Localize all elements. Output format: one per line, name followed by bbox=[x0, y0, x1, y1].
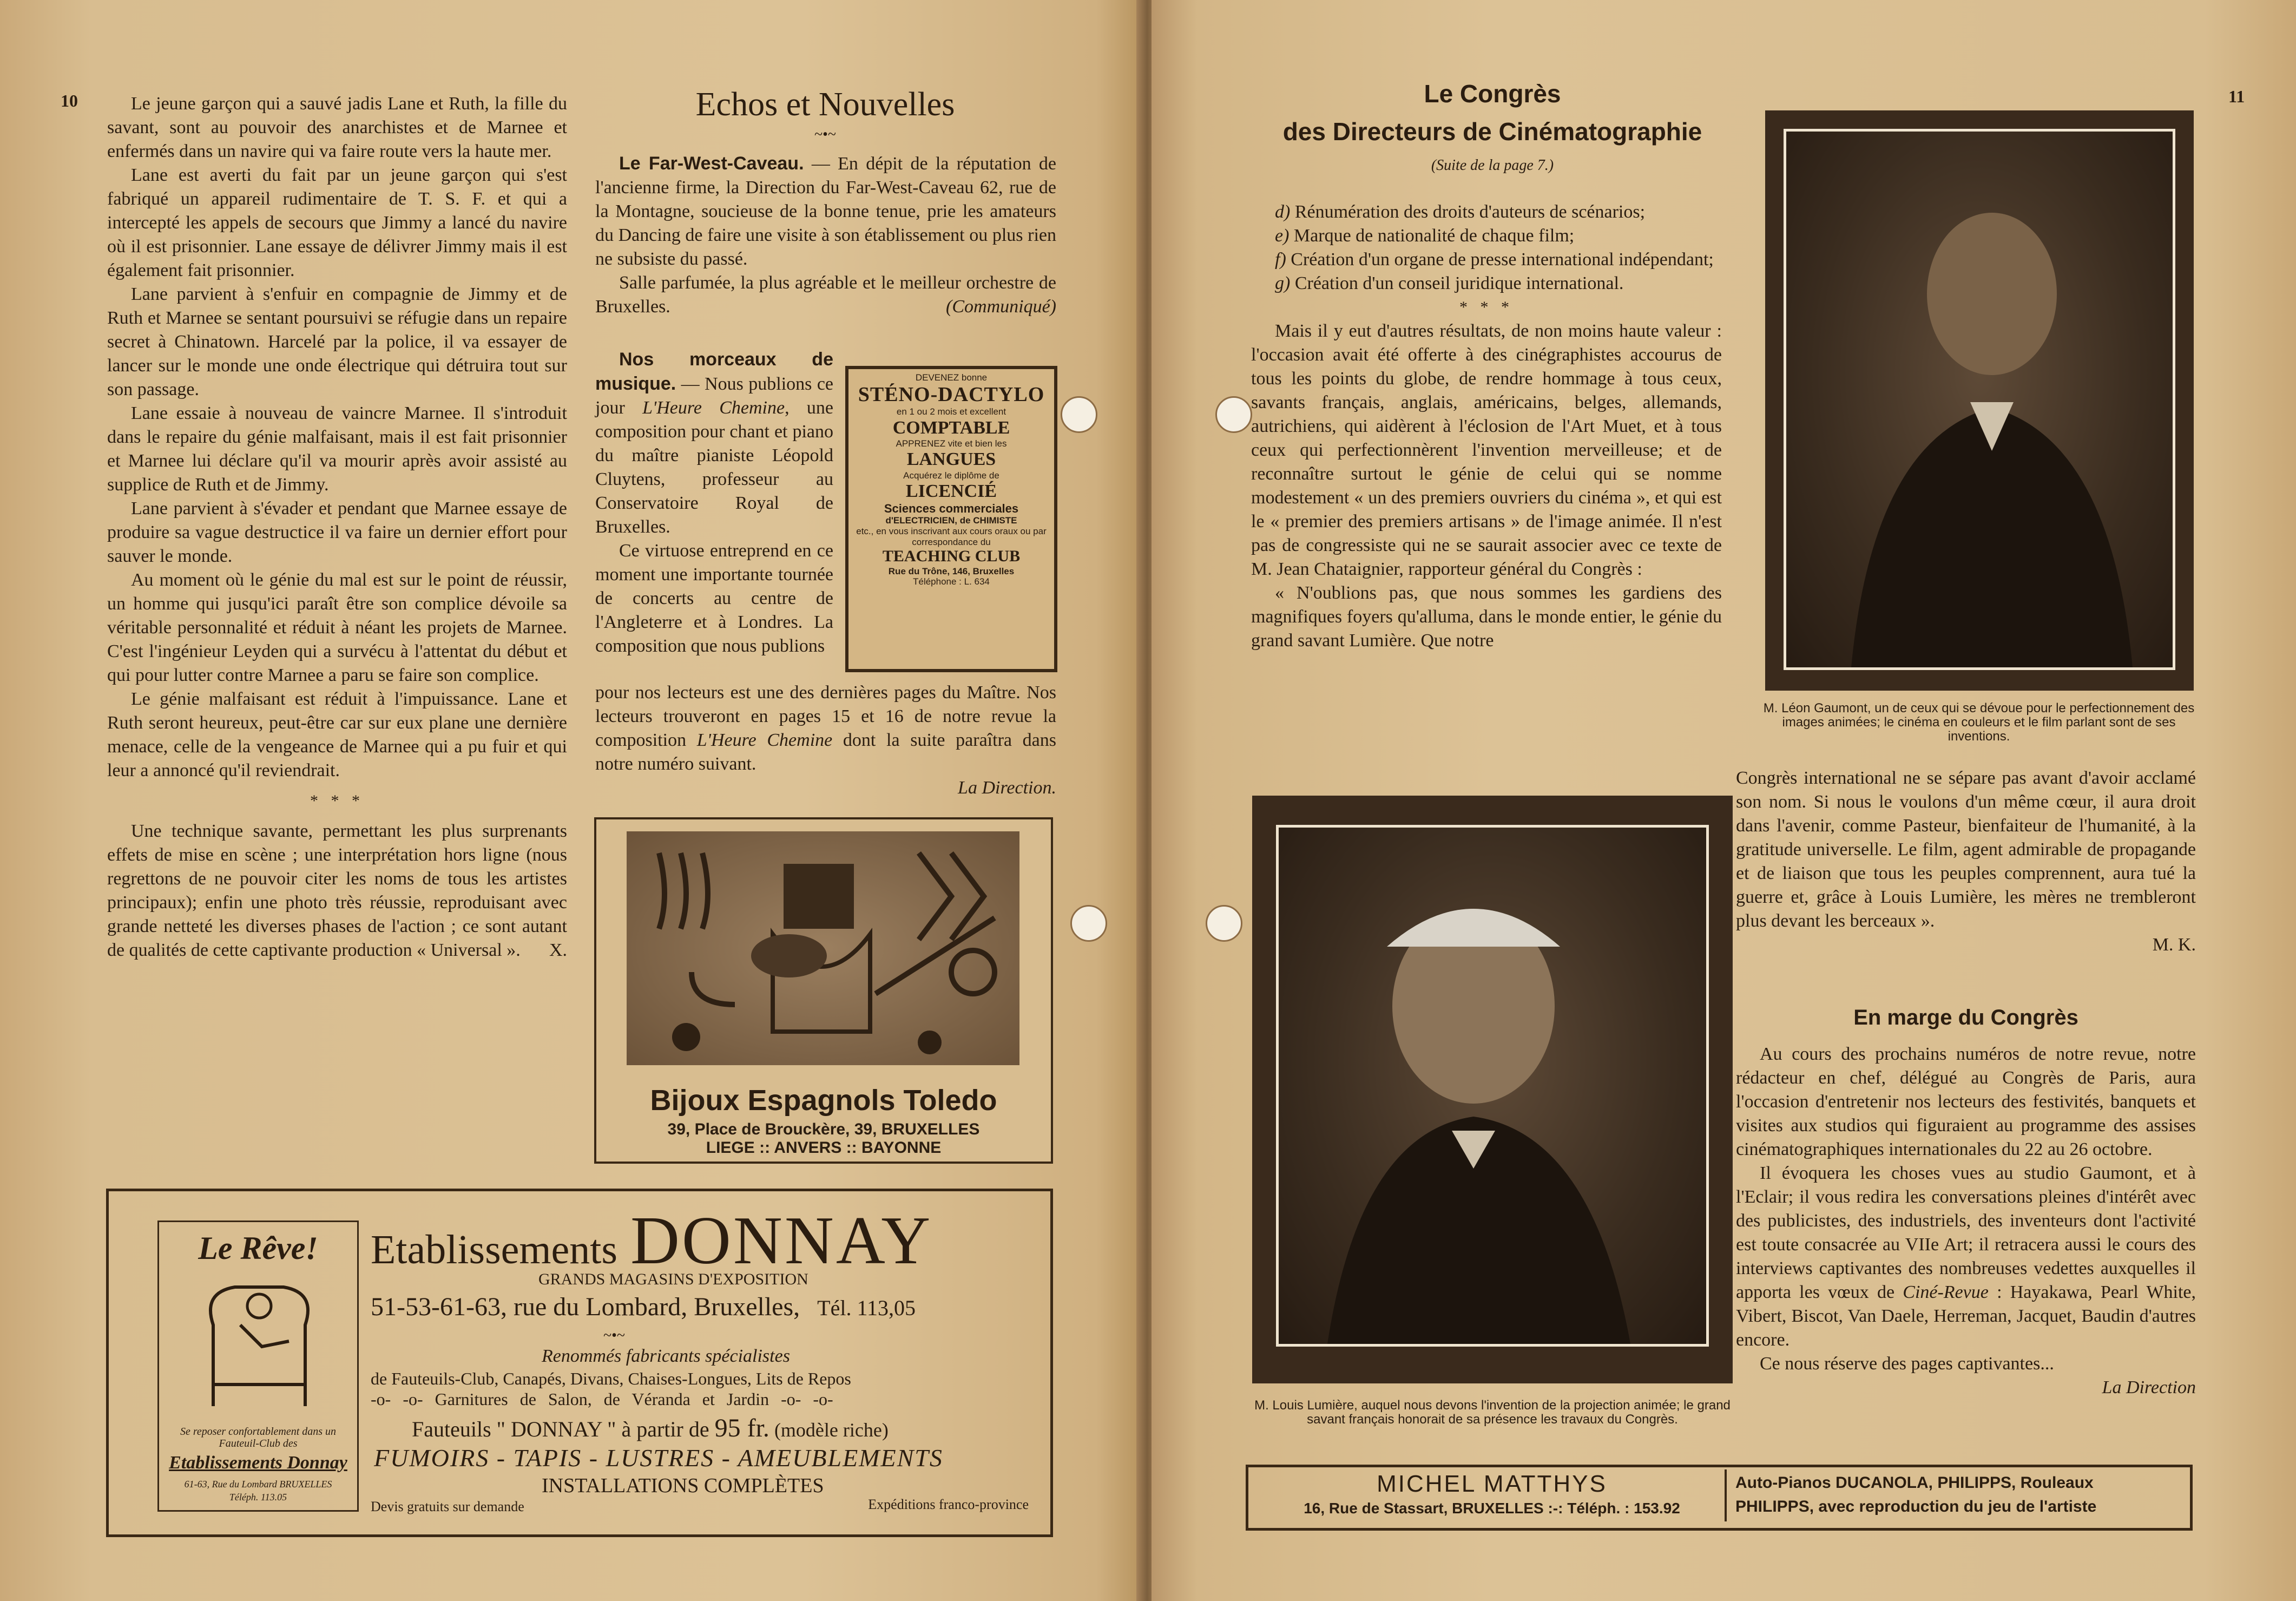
review-text: Une technique savante, permettant les plus surprenants effets de mise en scène ; une interprétation hors ligne (nous regrettons de ne pouvoir citer les noms de tous les artistes principaux); enfin une photo très réussie, reproduisant avec grande netteté les diverses phases de l'action ; ce sont autant de qualités de cette captivante production « Universal ». bbox=[107, 821, 567, 960]
review-paragraph bbox=[107, 819, 567, 962]
echos-title: Echos et Nouvelles bbox=[695, 86, 955, 123]
photo-frame bbox=[1784, 129, 2175, 670]
item-text: Création d'un conseil juridique international. bbox=[1290, 273, 1624, 293]
jewelry-photo bbox=[627, 831, 1019, 1065]
music-text-b: , une composition pour chant et piano du maître pianiste Léopold Cluytens, professeur au Conservatoire Royal de Bruxelles. bbox=[595, 398, 833, 537]
donnay-logo-box bbox=[157, 1221, 359, 1512]
echos-ornament: ~•~ bbox=[814, 126, 837, 143]
donnay-logo-title: Le Rêve! bbox=[198, 1230, 318, 1266]
music-text3-b: dont la suite paraîtra dans notre numéro suivant. bbox=[595, 730, 1056, 774]
marge-column bbox=[1736, 1042, 2196, 1400]
matthys-line1: Auto-Pianos DUCANOLA, PHILIPPS, Rouleaux bbox=[1735, 1474, 2094, 1492]
congres-items bbox=[1251, 200, 1722, 653]
congres-para1: Mais il y eut d'autres résultats, de non moins haute valeur : l'occasion avait été offerte à des cinégraphistes accourus de tous les points du globe, de rendre hommage à tous ceux, savants français, anglais, américains, belges, allemands, autrichiens, qui aidèrent à l'éclosion de l'Art Muet, et à tous ceux qui perfectionnèrent l'invention merveilleuse; et de reconnaître surtout le génie de celui qui se nomme modestement « un des premiers ouvriers du cinéma », et qui est le « premier des premiers artisans » de l'image animée. Il n'est pas de congressiste qui ne se saurait associer avec ce texte de M. Jean Chataignier, rapporteur général du Congrès : bbox=[1251, 321, 1722, 579]
echos-item-music-cont bbox=[595, 681, 1056, 800]
marge-para3: Ce nous réserve des pages captivantes... bbox=[1760, 1354, 2054, 1374]
steno-address: Rue du Trône, 146, Bruxelles bbox=[888, 566, 1015, 576]
left-page bbox=[0, 0, 1142, 1601]
donnay-categories: FUMOIRS - TAPIS - LUSTRES - AMEUBLEMENTS bbox=[374, 1444, 943, 1472]
congres-continued: (Suite de la page 7.) bbox=[1431, 157, 1554, 174]
music-text3-a: pour nos lecteurs est une des dernières pages du Maître. Nos lecteurs trouveront en pages 15 et 16 de notre revue la composition bbox=[595, 683, 1056, 750]
marge-para2 bbox=[1736, 1162, 2196, 1352]
item-text: Rénumération des droits d'auteurs de scénarios; bbox=[1290, 202, 1646, 222]
donnay-logo-brand: Etablissements Donnay bbox=[169, 1453, 347, 1473]
matthys-divider bbox=[1725, 1469, 1727, 1521]
bijoux-title: Bijoux Espagnols Toledo bbox=[650, 1084, 997, 1117]
steno-langues: LANGUES bbox=[906, 449, 996, 470]
jewelry-illustration bbox=[627, 831, 1019, 1065]
donnay-heading-small: Etablissements bbox=[371, 1227, 617, 1272]
portrait-lumiere bbox=[1279, 828, 1706, 1344]
bijoux-ad bbox=[594, 817, 1053, 1164]
story-paragraph: Au moment où le génie du mal est sur le point de réussir, un homme qui jusqu'ici paraît être son complice dévoile sa véritable personnalité et réduit à néant les projets de Marnee. C'est l'ingénieur Leyden qui a survécu à l'attentat du début et qui pour lutter contre Marnee a paru se faire son complice. bbox=[107, 570, 567, 685]
steno-teaching-club: TEACHING CLUB bbox=[882, 547, 1021, 566]
donnay-offer-model: (modèle riche) bbox=[769, 1419, 889, 1441]
donnay-phone: Tél. 113,05 bbox=[817, 1296, 916, 1320]
photo-frame bbox=[1276, 825, 1709, 1347]
donnay-address-line bbox=[371, 1292, 1036, 1322]
congres-continuation bbox=[1736, 766, 2196, 957]
music-lead: Nos morceaux de musique. bbox=[595, 349, 833, 394]
donnay-address: 51-53-61-63, rue du Lombard, Bruxelles, bbox=[371, 1292, 800, 1321]
review-signature: X. bbox=[549, 940, 567, 960]
music-text-a: — Nous publions ce jour bbox=[595, 374, 833, 418]
item-letter: e) bbox=[1275, 226, 1290, 246]
steno-dactylo-ad bbox=[845, 366, 1057, 672]
item-text: Marque de nationalité de chaque film; bbox=[1289, 226, 1575, 246]
steno-line: APPRENEZ vite et bien les bbox=[896, 438, 1007, 449]
steno-line: Sciences commerciales bbox=[884, 502, 1019, 516]
photo-louis-lumiere bbox=[1252, 796, 1733, 1383]
matthys-name: MICHEL MATTHYS bbox=[1377, 1471, 1607, 1497]
congres-item-f bbox=[1251, 248, 1722, 272]
congres-item-e bbox=[1251, 224, 1722, 248]
music-text2: Ce virtuose entreprend en ce moment une importante tournée de concerts au centre de l'Angleterre et à Londres. La composition que nous publions bbox=[595, 541, 833, 656]
binder-hole bbox=[1070, 905, 1107, 942]
item-letter: d) bbox=[1275, 202, 1291, 222]
story-paragraph: Lane essaie à nouveau de vaincre Marnee. Il s'introduit dans le repaire du génie malfaisant, mais il est fait prisonnier et Marnee lui déclare qu'il va mourir après avoir assisté au supplice de Ruth et de Jimmy. bbox=[107, 403, 567, 495]
congres-item-d bbox=[1251, 200, 1722, 224]
binder-hole bbox=[1215, 396, 1252, 433]
steno-phone: Téléphone : L. 634 bbox=[913, 576, 990, 587]
marge-para1: Au cours des prochains numéros de notre revue, notre rédacteur en chef, délégué au Congrès de Paris, aura l'occasion d'entretenir nos lecteurs des festivités, banquets et visites aux studios qui figuraient au programme des assises cinématographiques internationales du 22 au 26 octobre. bbox=[1736, 1044, 2196, 1159]
section-separator: * * * bbox=[1459, 298, 1514, 316]
marge-para2-title: Ciné-Revue bbox=[1903, 1282, 1989, 1302]
matthys-ad bbox=[1246, 1465, 2193, 1531]
echos-item-farwest bbox=[595, 152, 1056, 319]
marge-para2-text: Il évoquera les choses vues au studio Gaumont, et à l'Eclair; il vous redira les conversations pleines d'intérêt avec des publicistes, des industriels, des inventeurs dont l'activité est toute consacrée au VIIe Art; il retracera aussi le cours des interviews captivantes des nombreuses vedettes auxquelles il apporta les vœux de bbox=[1736, 1163, 2196, 1302]
congres-para3: Congrès international ne se sépare pas avant d'avoir acclamé son nom. Si nous le voulons d'un même cœur, il aura droit dans l'avenir, comme Pasteur, bienfaiteur de l'humanité, à la gratitude universelle. Le film, agent admirable de propagande et de liaison que tous les peuples comprennent, aura tué la guerre et, grâce à Louis Lumière, les mères ne trembleront plus devant les berceaux ». bbox=[1736, 768, 2196, 931]
story-paragraph: Lane parvient à s'évader et pendant que Marnee essaye de produire sa vague destructice il va faire un dernier effort pour sauver le monde. bbox=[107, 498, 567, 566]
page-number-left: 10 bbox=[61, 91, 78, 110]
farwest-signature: (Communiqué) bbox=[946, 297, 1056, 317]
donnay-ad bbox=[106, 1189, 1053, 1537]
donnay-offer-text: Fauteuils " DONNAY " à partir de bbox=[412, 1417, 715, 1441]
echos-item-music bbox=[595, 347, 833, 658]
donnay-offer bbox=[412, 1413, 889, 1443]
steno-line: Acquérez le diplôme de bbox=[903, 470, 999, 481]
story-paragraph: Lane parvient à s'enfuir en compagnie de Jimmy et de Ruth et Marnee se sentant poursuivi se réfugie dans un repaire secret à Chinatown. Harcelé par la police, il va essayer de lancer sur le monde une onde électrique qui détruira tout sur son passage. bbox=[107, 284, 567, 399]
marge-title: En marge du Congrès bbox=[1853, 1006, 2078, 1029]
music-text3-title: L'Heure Chemine bbox=[696, 730, 833, 750]
steno-line: d'ELECTRICIEN, de CHIMISTE bbox=[885, 515, 1017, 526]
donnay-offer-price: 95 fr. bbox=[714, 1414, 769, 1442]
donnay-renowned: Renommés fabricants spécialistes bbox=[542, 1346, 790, 1366]
photo-leon-gaumont bbox=[1765, 110, 2194, 691]
donnay-estimates: Devis gratuits sur demande bbox=[371, 1499, 524, 1514]
donnay-installations: INSTALLATIONS COMPLÈTES bbox=[542, 1474, 824, 1497]
donnay-subheading: GRANDS MAGASINS D'EXPOSITION bbox=[538, 1270, 808, 1288]
page-number-right: 11 bbox=[2228, 87, 2245, 106]
farwest-text: — En dépit de la réputation de l'ancienne firme, la Direction du Far-West-Caveau 62, rue de la Montagne, soucieuse de la bonne tenue, prie les amateurs du Dancing de faire une visite à son établissement ou plus rien ne subsiste du passé. bbox=[595, 154, 1056, 269]
marge-para2-rest: : Hayakawa, Pearl White, Vibert, Biscot, Van Daele, Herreman, Jacquet, Baudin d'autres encore. bbox=[1736, 1282, 2196, 1350]
story-paragraph: Le jeune garçon qui a sauvé jadis Lane et Ruth, la fille du savant, sont au pouvoir des anarchistes et de Marnee et enfermés dans un navire qui va faire route vers la haute mer. bbox=[107, 94, 567, 161]
donnay-shipping: Expéditions franco-province bbox=[868, 1497, 1029, 1512]
item-letter: f) bbox=[1275, 250, 1286, 270]
matthys-address: 16, Rue de Stassart, BRUXELLES :-: Téléph. : 153.92 bbox=[1304, 1500, 1680, 1517]
music-title: L'Heure Chemine bbox=[642, 398, 785, 418]
story-column bbox=[107, 92, 567, 962]
donnay-products2: -o- -o- Garnitures de Salon, de Véranda et Jardin -o- -o- bbox=[371, 1389, 833, 1409]
congres-item-g bbox=[1251, 272, 1722, 296]
farwest-text2: Salle parfumée, la plus agréable et le meilleur orchestre de Bruxelles. bbox=[595, 273, 1056, 317]
section-separator: * * * bbox=[310, 792, 364, 810]
armchair-illustration bbox=[197, 1276, 321, 1412]
congres-title-line2: des Directeurs de Cinématographie bbox=[1282, 117, 1702, 146]
item-letter: g) bbox=[1275, 273, 1291, 293]
item-text: Création d'un organe de presse international indépendant; bbox=[1286, 250, 1714, 270]
portrait-gaumont bbox=[1786, 132, 2173, 667]
binder-hole bbox=[1206, 905, 1242, 942]
story-paragraph: Le génie malfaisant est réduit à l'impuissance. Lane et Ruth seront heureux, peut-être car sur eux plane une dernière menace, celle de la vengeance de Marnee qui a pu fuir et qui leur a annoncé qu'il reviendrait. bbox=[107, 689, 567, 780]
steno-line: DEVENEZ bonne bbox=[915, 372, 988, 383]
bijoux-cities: LIEGE :: ANVERS :: BAYONNE bbox=[706, 1139, 942, 1157]
caption-lumiere: M. Louis Lumière, auquel nous devons l'invention de la projection animée; le grand savant français honorait de sa présence les travaux du Congrès. bbox=[1254, 1398, 1731, 1427]
donnay-heading-big: DONNAY bbox=[630, 1203, 933, 1278]
donnay-ornament: ~•~ bbox=[603, 1327, 626, 1344]
story-paragraph: Lane est averti du fait par un jeune garçon qui s'est fabriqué un appareil rudimentaire de T. S. F. et qui a intercepté les appels de secours que Jimmy a lancé du navire où il est prisonnier. Lane essaye de délivrer Jimmy mais il est également fait prisonnier. bbox=[107, 165, 567, 280]
matthys-line2: PHILIPPS, avec reproduction du jeu de l'artiste bbox=[1735, 1498, 2097, 1515]
bijoux-address: 39, Place de Brouckère, 39, BRUXELLES bbox=[667, 1120, 980, 1138]
donnay-heading bbox=[371, 1202, 1031, 1280]
steno-licencie: LICENCIÉ bbox=[905, 481, 997, 502]
right-page bbox=[1152, 0, 2296, 1601]
farwest-lead: Le Far-West-Caveau. bbox=[619, 153, 804, 174]
donnay-logo-address: 61-63, Rue du Lombard BRUXELLES bbox=[184, 1479, 332, 1490]
steno-headline: STÉNO-DACTYLO bbox=[858, 383, 1045, 406]
binder-hole bbox=[1061, 396, 1097, 433]
steno-line: etc., en vous inscrivant aux cours oraux ou par correspondance du bbox=[856, 526, 1047, 547]
music-signature: La Direction. bbox=[958, 778, 1056, 798]
congres-para2: « N'oublions pas, que nous sommes les gardiens des magnifiques foyers qu'alluma, dans le monde entier, le génie du grand savant Lumière. Que notre bbox=[1251, 583, 1722, 651]
marge-signature: La Direction bbox=[2102, 1377, 2196, 1397]
congres-title-line1: Le Congrès bbox=[1424, 80, 1561, 108]
donnay-logo-tagline: Se reposer confortablement dans un Fauteuil-Club des bbox=[180, 1426, 337, 1449]
congres-signature: M. K. bbox=[2152, 935, 2196, 955]
caption-gaumont: M. Léon Gaumont, un de ceux qui se dévoue pour le perfectionnement des images animées; le cinéma en couleurs et le film parlant sont de ses inventions. bbox=[1763, 701, 2195, 744]
steno-line: en 1 ou 2 mois et excellent bbox=[896, 406, 1006, 417]
donnay-logo-phone: Téléph. 113.05 bbox=[229, 1492, 287, 1502]
steno-comptable: COMPTABLE bbox=[892, 417, 1010, 438]
donnay-products1: de Fauteuils-Club, Canapés, Divans, Chaises-Longues, Lits de Repos bbox=[371, 1369, 851, 1388]
